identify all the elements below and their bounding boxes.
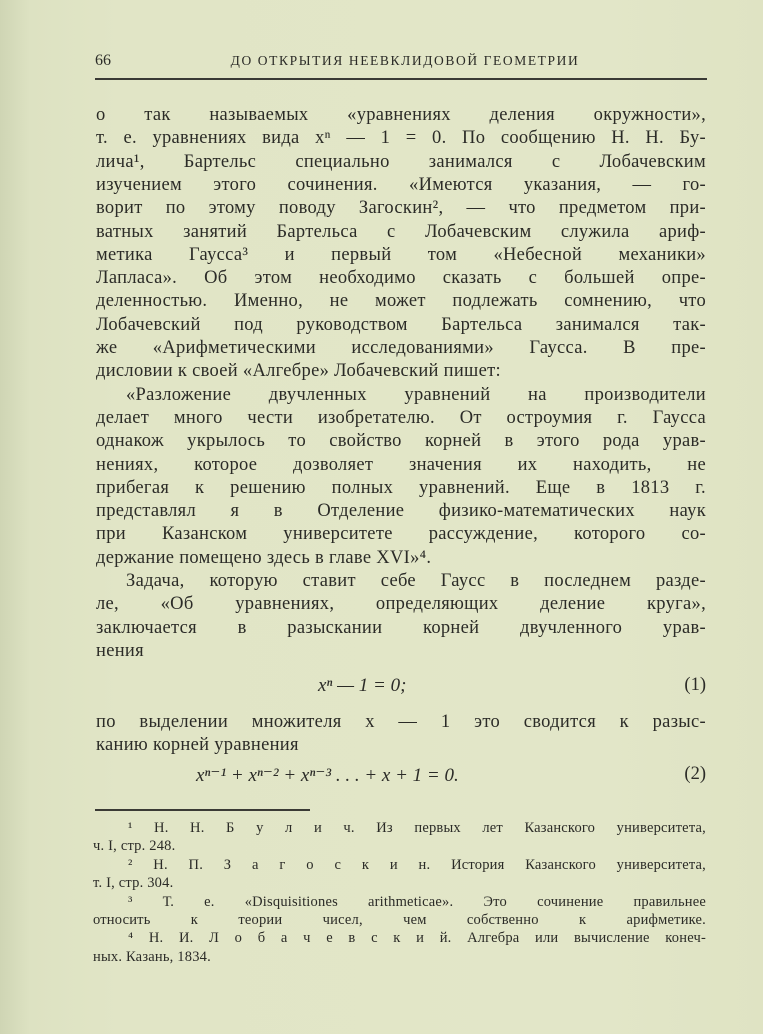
body-line: заключается в разыскании корней двучленного урав- — [96, 617, 706, 638]
footnote-line: ⁴ Н. И. Л о б а ч е в с к и й. Алгебра или вычисление конеч- — [128, 930, 706, 947]
body-line: представлял я в Отделение физико-математических наук — [96, 501, 706, 522]
after-eq1-line: по выделении множителя x — 1 это сводится к разыс- — [96, 712, 706, 732]
footnote-line: ных. Казань, 1834. — [93, 948, 211, 965]
body-line: однакож укрылось то свойство корней в этого рода урав- — [96, 431, 706, 452]
footnote-line: ² Н. П. З а г о с к и н. История Казанского университета, — [128, 856, 706, 873]
body-line: изучением этого сочинения. «Имеются указания, — го- — [96, 174, 706, 195]
body-line: ле, «Об уравнениях, определяющих деление круга», — [96, 594, 706, 615]
page-number: 66 — [95, 52, 111, 69]
body-line: Задача, которую ставит себе Гаусс в последнем разде- — [126, 571, 706, 591]
running-title: ДО ОТКРЫТИЯ НЕЕВКЛИДОВОЙ ГЕОМЕТРИИ — [230, 53, 580, 68]
footnote-line: относить к теории чисел, чем собственно к арифметике. — [93, 912, 706, 928]
body-line: прибегая к решению полных уравнений. Еще в 1813 г. — [96, 477, 706, 498]
footnote-rule — [95, 809, 310, 811]
equation-2-number: (2) — [684, 764, 706, 784]
body-line: метика Гаусса³ и первый том «Небесной механики» — [96, 244, 706, 265]
after-eq1-line: канию корней уравнения — [96, 735, 299, 755]
equation-1: xⁿ — 1 = 0; — [318, 675, 407, 696]
footnote-line: ч. I, стр. 248. — [93, 838, 176, 855]
body-line: нения — [96, 640, 144, 661]
body-line: делает много чести изобретателю. От остроумия г. Гаусса — [96, 407, 706, 428]
equation-2: xⁿ⁻¹ + xⁿ⁻² + xⁿ⁻³ . . . + x + 1 = 0. — [196, 765, 459, 786]
body-line: «Разложение двучленных уравнений на производители — [126, 384, 706, 405]
body-line: о так называемых «уравнениях деления окружности», — [96, 105, 706, 125]
body-line: Лобачевский под руководством Бартельса занимался так- — [96, 314, 706, 335]
footnote-line: т. I, стр. 304. — [93, 875, 174, 892]
header-rule — [95, 78, 707, 80]
body-line: лича¹, Бартельс специально занимался с Лобачевским — [96, 151, 706, 172]
body-line: деленностью. Именно, не может подлежать сомнению, что — [96, 291, 706, 312]
body-line: т. е. уравнениях вида xⁿ — 1 = 0. По сообщению Н. Н. Бу- — [96, 128, 706, 149]
equation-1-number: (1) — [684, 675, 706, 695]
body-line: ватных занятий Бартельса с Лобачевским служила ариф- — [96, 221, 706, 242]
footnote-line: ³ Т. е. «Disquisitiones arithmeticae». Это сочинение правильнее — [128, 893, 706, 910]
body-line: ворит по этому поводу Загоскин², — что предметом при- — [96, 198, 706, 219]
body-line: нениях, которое дозволяет значения их находить, не — [96, 454, 706, 475]
body-line: Лапласа». Об этом необходимо сказать с большей опре- — [96, 268, 706, 289]
footnote-line: ¹ Н. Н. Б у л и ч. Из первых лет Казанского университета, — [128, 820, 706, 836]
body-line: дисловии к своей «Алгебре» Лобачевский пишет: — [96, 361, 501, 382]
body-line: при Казанском университете рассуждение, которого со- — [96, 524, 706, 545]
body-line: же «Арифметическими исследованиями» Гаусса. В пре- — [96, 338, 706, 358]
body-line: держание помещено здесь в главе XVI»⁴. — [96, 547, 432, 568]
